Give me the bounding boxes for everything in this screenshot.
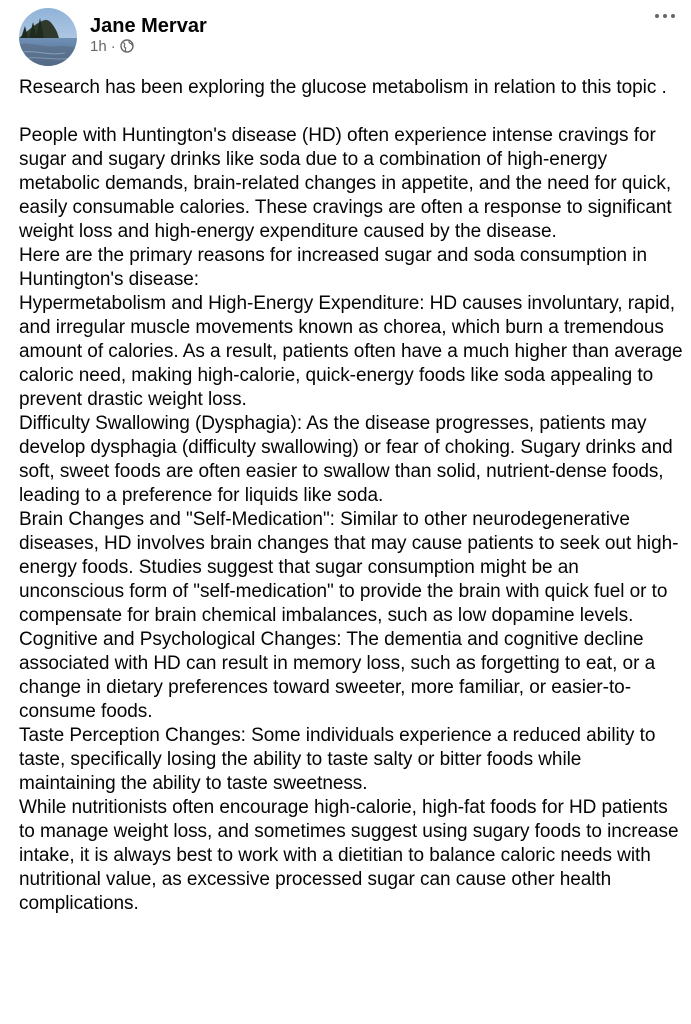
avatar[interactable]: [19, 8, 77, 66]
post-paragraph: Cognitive and Psychological Changes: The dementia and cognitive decline associated with HD can result in memory loss, such as forgetting to eat, or a change in dietary preferences toward sweeter, more familiar, or easier-to-consume foods.: [19, 629, 656, 722]
post-paragraph: Hypermetabolism and High-Energy Expenditure: HD causes involuntary, rapid, and irregular muscle movements known as chorea, which burn a tremendous amount of calories. As a result, patients often have a much higher than average caloric need, making high-calorie, quick-energy foods like soda appealing to prevent drastic weight loss.: [19, 293, 683, 410]
post-paragraph: Here are the primary reasons for increased sugar and soda consumption in Huntington's disease:: [19, 245, 647, 290]
more-options-button[interactable]: [650, 6, 680, 26]
globe-icon: [120, 39, 134, 53]
post-intro: Research has been exploring the glucose metabolism in relation to this topic .: [19, 77, 667, 98]
post-header: [0, 0, 691, 72]
post-paragraph: Brain Changes and "Self-Medication": Similar to other neurodegenerative diseases, HD involves brain changes that may cause patients to seek out high-energy foods. Studies suggest that sugar consumption might be an unconscious form of "self-medication" to provide the brain with quick fuel or to compensate for brain chemical imbalances, such as low dopamine levels.: [19, 509, 679, 626]
post-paragraph: People with Huntington's disease (HD) often experience intense cravings for sugar and sugary drinks like soda due to a combination of high-energy metabolic demands, brain-related changes in appetite, and the need for quick, easily consumable calories. These cravings are often a response to significant weight loss and high-energy expenditure caused by the disease.: [19, 125, 672, 242]
meta-separator: ·: [110, 37, 116, 55]
post-paragraph: Difficulty Swallowing (Dysphagia): As the disease progresses, patients may develop dysphagia (difficulty swallowing) or fear of choking. Sugary drinks and soft, sweet foods are often easier to swallow than solid, nutrient-dense foods, leading to a preference for liquids like soda.: [19, 413, 673, 506]
author-name[interactable]: Jane Mervar: [90, 15, 207, 37]
post-paragraph: Taste Perception Changes: Some individuals experience a reduced ability to taste, specifically losing the ability to taste salty or bitter foods while maintaining the ability to taste sweetness.: [19, 725, 656, 794]
post-meta: [90, 37, 134, 55]
avatar-image: [19, 8, 77, 66]
post-time[interactable]: 1h: [90, 37, 107, 55]
post-text: [19, 76, 683, 916]
more-horizontal-icon: [654, 13, 676, 19]
post-paragraph: While nutritionists often encourage high-calorie, high-fat foods for HD patients to manage weight loss, and sometimes suggest using sugary foods to increase intake, it is always best to work with a dietitian to balance caloric needs with nutritional value, as excessive processed sugar can cause other health complications.: [19, 797, 679, 914]
paragraph-spacer: [19, 100, 683, 124]
